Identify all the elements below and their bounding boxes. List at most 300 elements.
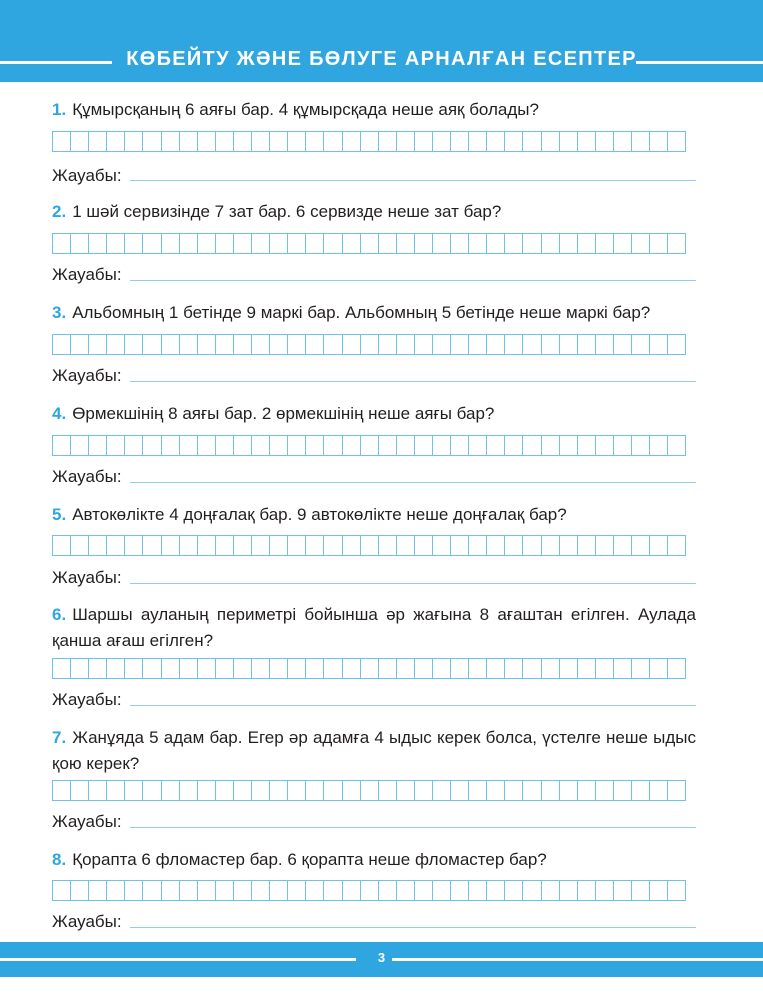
grid-cell[interactable] (614, 881, 632, 900)
grid-cell[interactable] (162, 132, 180, 151)
grid-cell[interactable] (252, 781, 270, 800)
grid-cell[interactable] (343, 881, 361, 900)
grid-cell[interactable] (650, 659, 668, 678)
grid-cell[interactable] (632, 132, 650, 151)
grid-cell[interactable] (71, 781, 89, 800)
grid-cell[interactable] (198, 536, 216, 555)
grid-cell[interactable] (505, 536, 523, 555)
grid-cell[interactable] (324, 781, 342, 800)
task-question (52, 602, 696, 654)
grid-cell[interactable] (162, 436, 180, 455)
grid-cell[interactable] (306, 234, 324, 253)
grid-cell[interactable] (379, 536, 397, 555)
grid-cell[interactable] (650, 132, 668, 151)
grid-cell[interactable] (234, 659, 252, 678)
grid-cell[interactable] (560, 781, 578, 800)
grid-cell[interactable] (89, 234, 107, 253)
grid-cell[interactable] (614, 536, 632, 555)
grid-cell[interactable] (596, 881, 614, 900)
grid-cell[interactable] (361, 536, 379, 555)
grid-cell[interactable] (288, 132, 306, 151)
grid-cell[interactable] (107, 536, 125, 555)
grid-cell[interactable] (89, 536, 107, 555)
grid-cell[interactable] (650, 335, 668, 354)
grid-cell[interactable] (180, 659, 198, 678)
grid-cell[interactable] (632, 781, 650, 800)
grid-cell[interactable] (53, 234, 71, 253)
grid-cell[interactable] (71, 132, 89, 151)
grid-cell[interactable] (397, 536, 415, 555)
grid-cell[interactable] (451, 335, 469, 354)
task-number: 1. (52, 100, 67, 119)
grid-cell[interactable] (487, 335, 505, 354)
grid-cell[interactable] (433, 781, 451, 800)
answer-grid[interactable] (52, 658, 686, 679)
grid-cell[interactable] (397, 335, 415, 354)
grid-cell[interactable] (668, 659, 686, 678)
grid-cell[interactable] (415, 132, 433, 151)
grid-cell[interactable] (198, 659, 216, 678)
grid-cell[interactable] (234, 536, 252, 555)
grid-cell[interactable] (89, 335, 107, 354)
grid-cell[interactable] (379, 234, 397, 253)
grid-cell[interactable] (668, 132, 686, 151)
grid-cell[interactable] (542, 781, 560, 800)
grid-cell[interactable] (125, 132, 143, 151)
grid-cell[interactable] (505, 335, 523, 354)
grid-cell[interactable] (469, 234, 487, 253)
grid-cell[interactable] (523, 436, 541, 455)
grid-cell[interactable] (523, 335, 541, 354)
answer-line[interactable] (130, 827, 696, 828)
grid-cell[interactable] (288, 335, 306, 354)
task-text: Қорапта 6 фломастер бар. 6 қорапта неше фломастер бар? (72, 850, 547, 869)
grid-cell[interactable] (306, 335, 324, 354)
grid-cell[interactable] (107, 335, 125, 354)
grid-cell[interactable] (71, 436, 89, 455)
grid-cell[interactable] (234, 881, 252, 900)
grid-cell[interactable] (198, 881, 216, 900)
grid-cell[interactable] (650, 536, 668, 555)
grid-cell[interactable] (162, 335, 180, 354)
grid-cell[interactable] (343, 436, 361, 455)
grid-cell[interactable] (198, 234, 216, 253)
grid-cell[interactable] (668, 536, 686, 555)
grid-cell[interactable] (252, 659, 270, 678)
grid-cell[interactable] (487, 436, 505, 455)
grid-cell[interactable] (270, 436, 288, 455)
grid-cell[interactable] (487, 536, 505, 555)
grid-cell[interactable] (180, 132, 198, 151)
grid-cell[interactable] (288, 781, 306, 800)
grid-cell[interactable] (234, 335, 252, 354)
grid-cell[interactable] (234, 436, 252, 455)
grid-cell[interactable] (89, 659, 107, 678)
answer-line[interactable] (130, 583, 696, 584)
grid-cell[interactable] (632, 659, 650, 678)
grid-cell[interactable] (614, 659, 632, 678)
grid-cell[interactable] (542, 881, 560, 900)
grid-cell[interactable] (578, 132, 596, 151)
grid-cell[interactable] (415, 436, 433, 455)
grid-cell[interactable] (71, 536, 89, 555)
grid-cell[interactable] (234, 781, 252, 800)
grid-cell[interactable] (379, 335, 397, 354)
grid-cell[interactable] (560, 536, 578, 555)
grid-cell[interactable] (71, 881, 89, 900)
grid-cell[interactable] (162, 536, 180, 555)
grid-cell[interactable] (415, 659, 433, 678)
grid-cell[interactable] (560, 881, 578, 900)
grid-cell[interactable] (560, 436, 578, 455)
grid-cell[interactable] (487, 781, 505, 800)
grid-cell[interactable] (71, 335, 89, 354)
grid-cell[interactable] (505, 234, 523, 253)
grid-cell[interactable] (324, 132, 342, 151)
grid-cell[interactable] (614, 234, 632, 253)
grid-cell[interactable] (216, 781, 234, 800)
grid-cell[interactable] (198, 335, 216, 354)
grid-cell[interactable] (433, 335, 451, 354)
answer-line[interactable] (130, 180, 696, 181)
grid-cell[interactable] (578, 659, 596, 678)
grid-cell[interactable] (433, 659, 451, 678)
grid-cell[interactable] (343, 781, 361, 800)
grid-cell[interactable] (343, 659, 361, 678)
grid-cell[interactable] (614, 781, 632, 800)
grid-cell[interactable] (451, 132, 469, 151)
grid-cell[interactable] (125, 781, 143, 800)
grid-cell[interactable] (180, 335, 198, 354)
grid-cell[interactable] (542, 536, 560, 555)
grid-cell[interactable] (469, 335, 487, 354)
grid-cell[interactable] (198, 781, 216, 800)
grid-cell[interactable] (596, 436, 614, 455)
grid-cell[interactable] (397, 436, 415, 455)
grid-cell[interactable] (252, 234, 270, 253)
grid-cell[interactable] (505, 659, 523, 678)
grid-cell[interactable] (252, 881, 270, 900)
grid-cell[interactable] (107, 234, 125, 253)
answer-grid[interactable] (52, 435, 686, 456)
grid-cell[interactable] (614, 132, 632, 151)
grid-cell[interactable] (451, 536, 469, 555)
grid-cell[interactable] (162, 234, 180, 253)
grid-cell[interactable] (71, 659, 89, 678)
answer-grid[interactable] (52, 131, 686, 152)
grid-cell[interactable] (542, 335, 560, 354)
grid-cell[interactable] (125, 436, 143, 455)
grid-cell[interactable] (216, 536, 234, 555)
grid-cell[interactable] (469, 781, 487, 800)
grid-cell[interactable] (216, 436, 234, 455)
grid-cell[interactable] (143, 234, 161, 253)
grid-cell[interactable] (107, 781, 125, 800)
grid-cell[interactable] (505, 881, 523, 900)
grid-cell[interactable] (288, 536, 306, 555)
grid-cell[interactable] (397, 659, 415, 678)
grid-cell[interactable] (216, 335, 234, 354)
grid-cell[interactable] (270, 881, 288, 900)
grid-cell[interactable] (125, 234, 143, 253)
grid-cell[interactable] (469, 132, 487, 151)
grid-cell[interactable] (288, 659, 306, 678)
grid-cell[interactable] (361, 335, 379, 354)
grid-cell[interactable] (668, 781, 686, 800)
grid-cell[interactable] (125, 881, 143, 900)
grid-cell[interactable] (397, 132, 415, 151)
grid-cell[interactable] (433, 132, 451, 151)
grid-cell[interactable] (107, 436, 125, 455)
grid-cell[interactable] (487, 132, 505, 151)
grid-cell[interactable] (198, 132, 216, 151)
grid-cell[interactable] (523, 234, 541, 253)
grid-cell[interactable] (433, 436, 451, 455)
grid-cell[interactable] (650, 234, 668, 253)
grid-cell[interactable] (343, 536, 361, 555)
answer-line[interactable] (130, 705, 696, 706)
grid-cell[interactable] (89, 781, 107, 800)
grid-cell[interactable] (487, 881, 505, 900)
grid-cell[interactable] (143, 335, 161, 354)
answer-grid[interactable] (52, 334, 686, 355)
grid-cell[interactable] (379, 132, 397, 151)
grid-cell[interactable] (523, 881, 541, 900)
grid-cell[interactable] (125, 659, 143, 678)
grid-cell[interactable] (632, 234, 650, 253)
grid-cell[interactable] (433, 881, 451, 900)
grid-cell[interactable] (560, 335, 578, 354)
grid-cell[interactable] (306, 881, 324, 900)
grid-cell[interactable] (632, 536, 650, 555)
grid-cell[interactable] (180, 436, 198, 455)
grid-cell[interactable] (379, 659, 397, 678)
grid-cell[interactable] (53, 132, 71, 151)
grid-cell[interactable] (505, 132, 523, 151)
answer-line[interactable] (130, 927, 696, 928)
grid-cell[interactable] (542, 132, 560, 151)
grid-cell[interactable] (487, 659, 505, 678)
grid-cell[interactable] (125, 335, 143, 354)
grid-cell[interactable] (107, 881, 125, 900)
grid-cell[interactable] (596, 659, 614, 678)
grid-cell[interactable] (306, 536, 324, 555)
grid-cell[interactable] (560, 234, 578, 253)
grid-cell[interactable] (668, 335, 686, 354)
grid-cell[interactable] (288, 881, 306, 900)
grid-cell[interactable] (143, 436, 161, 455)
grid-cell[interactable] (469, 436, 487, 455)
grid-cell[interactable] (361, 881, 379, 900)
grid-cell[interactable] (198, 436, 216, 455)
grid-cell[interactable] (523, 659, 541, 678)
grid-cell[interactable] (469, 659, 487, 678)
grid-cell[interactable] (143, 536, 161, 555)
grid-cell[interactable] (53, 536, 71, 555)
grid-cell[interactable] (596, 234, 614, 253)
grid-cell[interactable] (632, 436, 650, 455)
grid-cell[interactable] (324, 335, 342, 354)
grid-cell[interactable] (578, 781, 596, 800)
grid-cell[interactable] (270, 335, 288, 354)
grid-cell[interactable] (234, 132, 252, 151)
grid-cell[interactable] (343, 234, 361, 253)
grid-cell[interactable] (451, 781, 469, 800)
answer-line[interactable] (130, 381, 696, 382)
grid-cell[interactable] (415, 234, 433, 253)
grid-cell[interactable] (578, 436, 596, 455)
grid-cell[interactable] (143, 881, 161, 900)
grid-cell[interactable] (306, 132, 324, 151)
grid-cell[interactable] (53, 881, 71, 900)
grid-cell[interactable] (415, 881, 433, 900)
grid-cell[interactable] (487, 234, 505, 253)
grid-cell[interactable] (397, 234, 415, 253)
grid-cell[interactable] (542, 659, 560, 678)
grid-cell[interactable] (125, 536, 143, 555)
grid-cell[interactable] (143, 781, 161, 800)
grid-cell[interactable] (397, 781, 415, 800)
grid-cell[interactable] (397, 881, 415, 900)
grid-cell[interactable] (162, 659, 180, 678)
grid-cell[interactable] (469, 881, 487, 900)
grid-cell[interactable] (632, 881, 650, 900)
grid-cell[interactable] (107, 659, 125, 678)
grid-cell[interactable] (361, 132, 379, 151)
grid-cell[interactable] (650, 436, 668, 455)
answer-grid[interactable] (52, 535, 686, 556)
grid-cell[interactable] (216, 234, 234, 253)
grid-cell[interactable] (252, 436, 270, 455)
answer-grid[interactable] (52, 233, 686, 254)
answer-grid[interactable] (52, 880, 686, 901)
grid-cell[interactable] (216, 659, 234, 678)
grid-cell[interactable] (379, 781, 397, 800)
task-question (52, 725, 696, 777)
grid-cell[interactable] (361, 659, 379, 678)
grid-cell[interactable] (216, 881, 234, 900)
grid-cell[interactable] (505, 436, 523, 455)
grid-cell[interactable] (614, 436, 632, 455)
grid-cell[interactable] (469, 536, 487, 555)
grid-cell[interactable] (270, 659, 288, 678)
grid-cell[interactable] (650, 881, 668, 900)
grid-cell[interactable] (361, 781, 379, 800)
grid-cell[interactable] (632, 335, 650, 354)
grid-cell[interactable] (89, 436, 107, 455)
grid-cell[interactable] (143, 132, 161, 151)
grid-cell[interactable] (288, 234, 306, 253)
grid-cell[interactable] (252, 335, 270, 354)
grid-cell[interactable] (324, 536, 342, 555)
grid-cell[interactable] (596, 781, 614, 800)
grid-cell[interactable] (180, 536, 198, 555)
grid-cell[interactable] (451, 436, 469, 455)
grid-cell[interactable] (668, 234, 686, 253)
grid-cell[interactable] (306, 436, 324, 455)
grid-cell[interactable] (542, 234, 560, 253)
grid-cell[interactable] (270, 781, 288, 800)
grid-cell[interactable] (596, 335, 614, 354)
grid-cell[interactable] (343, 132, 361, 151)
grid-cell[interactable] (343, 335, 361, 354)
grid-cell[interactable] (107, 132, 125, 151)
grid-cell[interactable] (180, 234, 198, 253)
grid-cell[interactable] (596, 132, 614, 151)
grid-cell[interactable] (560, 659, 578, 678)
grid-cell[interactable] (433, 536, 451, 555)
grid-cell[interactable] (53, 335, 71, 354)
grid-cell[interactable] (596, 536, 614, 555)
grid-cell[interactable] (433, 234, 451, 253)
grid-cell[interactable] (578, 335, 596, 354)
grid-cell[interactable] (143, 659, 161, 678)
grid-cell[interactable] (53, 659, 71, 678)
answer-line[interactable] (130, 482, 696, 483)
grid-cell[interactable] (162, 781, 180, 800)
grid-cell[interactable] (505, 781, 523, 800)
grid-cell[interactable] (523, 781, 541, 800)
grid-cell[interactable] (89, 132, 107, 151)
grid-cell[interactable] (324, 234, 342, 253)
grid-cell[interactable] (180, 781, 198, 800)
grid-cell[interactable] (650, 781, 668, 800)
grid-cell[interactable] (668, 436, 686, 455)
grid-cell[interactable] (523, 536, 541, 555)
grid-cell[interactable] (324, 659, 342, 678)
grid-cell[interactable] (415, 536, 433, 555)
grid-cell[interactable] (614, 335, 632, 354)
grid-cell[interactable] (523, 132, 541, 151)
grid-cell[interactable] (578, 536, 596, 555)
grid-cell[interactable] (560, 132, 578, 151)
grid-cell[interactable] (451, 234, 469, 253)
grid-cell[interactable] (578, 234, 596, 253)
grid-cell[interactable] (324, 436, 342, 455)
answer-line[interactable] (130, 280, 696, 281)
grid-cell[interactable] (216, 132, 234, 151)
grid-cell[interactable] (53, 436, 71, 455)
grid-cell[interactable] (451, 659, 469, 678)
grid-cell[interactable] (361, 436, 379, 455)
grid-cell[interactable] (162, 881, 180, 900)
grid-cell[interactable] (542, 436, 560, 455)
grid-cell[interactable] (270, 536, 288, 555)
grid-cell[interactable] (288, 436, 306, 455)
grid-cell[interactable] (668, 881, 686, 900)
answer-grid[interactable] (52, 780, 686, 801)
grid-cell[interactable] (324, 881, 342, 900)
grid-cell[interactable] (361, 234, 379, 253)
grid-cell[interactable] (234, 234, 252, 253)
grid-cell[interactable] (252, 132, 270, 151)
grid-cell[interactable] (270, 132, 288, 151)
grid-cell[interactable] (306, 781, 324, 800)
grid-cell[interactable] (89, 881, 107, 900)
grid-cell[interactable] (180, 881, 198, 900)
grid-cell[interactable] (379, 881, 397, 900)
grid-cell[interactable] (415, 335, 433, 354)
grid-cell[interactable] (252, 536, 270, 555)
grid-cell[interactable] (379, 436, 397, 455)
grid-cell[interactable] (415, 781, 433, 800)
grid-cell[interactable] (451, 881, 469, 900)
grid-cell[interactable] (270, 234, 288, 253)
grid-cell[interactable] (71, 234, 89, 253)
grid-cell[interactable] (306, 659, 324, 678)
grid-cell[interactable] (578, 881, 596, 900)
grid-cell[interactable] (53, 781, 71, 800)
